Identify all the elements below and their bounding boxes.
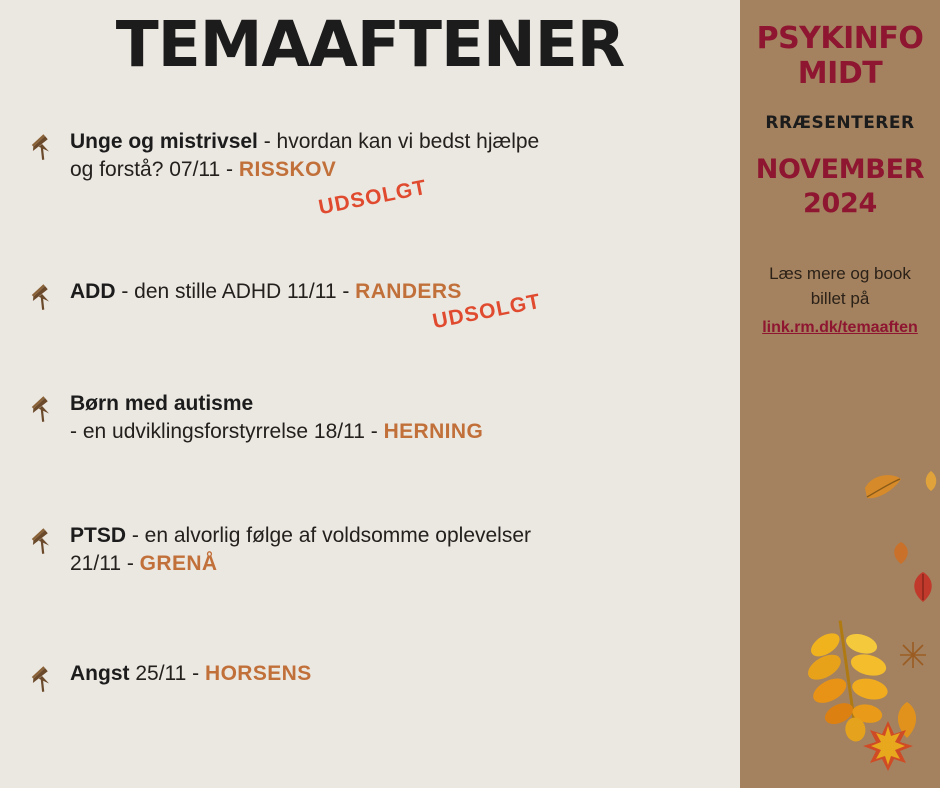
event-detail-2: - en udviklingsforstyrrelse 18/11 - [70, 420, 384, 444]
month-year: 2024 [803, 187, 877, 219]
event-detail-2: 21/11 - [70, 552, 140, 576]
list-item[interactable] [0, 390, 493, 490]
event-detail: 25/11 - [129, 662, 205, 685]
brand-line-2: MIDT [797, 55, 883, 91]
event-title: Unge og mistrivsel [70, 130, 258, 153]
month-heading [740, 153, 940, 221]
list-item[interactable] [0, 278, 543, 378]
list-item[interactable] [0, 522, 541, 622]
leaf-icon [862, 470, 904, 509]
event-detail: - en alvorlig følge af voldsomme oplevelser [126, 524, 532, 547]
event-text [70, 660, 312, 688]
booking-line-2: billet på [810, 289, 870, 308]
leaf-icon [898, 640, 928, 675]
event-detail-2: og forstå? 07/11 - [70, 158, 239, 182]
pushpin-icon [26, 394, 56, 424]
event-city: HORSENS [205, 662, 312, 685]
event-detail: - den stille ADHD 11/11 - [115, 280, 356, 303]
brand-line-1: PSYKINFO [756, 21, 924, 56]
leaf-icon [922, 470, 940, 497]
event-detail: - hvordan kan vi bedst hjælpe [257, 130, 540, 153]
pushpin-icon [26, 664, 56, 694]
list-item[interactable] [0, 128, 549, 228]
booking-line-1: Læs mere og book [769, 263, 911, 283]
presents-label: RRÆSENTERER [765, 113, 915, 133]
event-title: Angst [70, 662, 130, 685]
event-title: ADD [70, 280, 116, 303]
page-title: TEMAAFTENER [115, 8, 625, 81]
booking-link[interactable]: link.rm.dk/temaaften [762, 318, 918, 336]
event-title: Børn med autisme [70, 392, 254, 415]
pushpin-icon [26, 282, 56, 312]
event-title: PTSD [70, 524, 127, 547]
event-city: GRENÅ [139, 552, 218, 576]
leaf-icon [888, 540, 914, 571]
sidebar [740, 0, 940, 788]
booking-info [740, 261, 940, 340]
pushpin-icon [26, 132, 56, 162]
pushpin-icon [26, 526, 56, 556]
event-text [70, 278, 462, 306]
month-name: NOVEMBER [755, 154, 925, 185]
event-text [70, 390, 483, 447]
leaf-icon [906, 570, 940, 609]
status-badge: UDSOLGT [316, 175, 429, 220]
event-text [70, 128, 539, 185]
status-badge: UDSOLGT [430, 289, 543, 334]
event-city: RANDERS [355, 280, 462, 303]
leaf-icon [860, 718, 916, 779]
event-city: HERNING [383, 420, 484, 444]
event-city: RISSKOV [238, 158, 337, 182]
list-item[interactable] [0, 660, 322, 760]
event-text [70, 522, 531, 579]
brand-logo [740, 22, 940, 91]
